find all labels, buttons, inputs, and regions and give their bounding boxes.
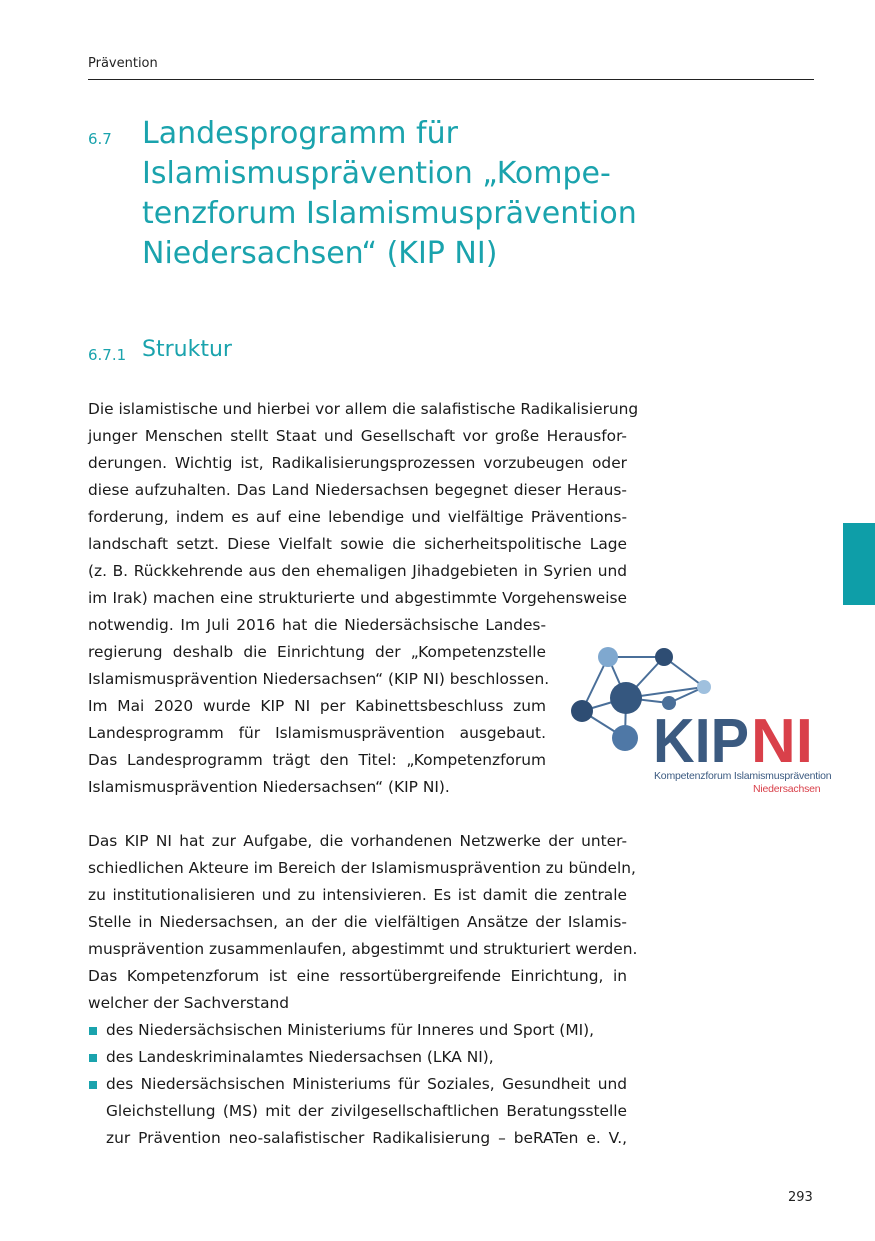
- network-node: [697, 680, 711, 694]
- text-line: derungen. Wichtig ist, Radikalisierungsprozessen vorzubeugen oder: [88, 454, 627, 472]
- section-title-line: Niedersachsen“ (KIP NI): [142, 236, 498, 271]
- running-head: Prävention: [88, 56, 158, 71]
- text-line: im Irak) machen eine strukturierte und abgestimmte Vorgehensweise: [88, 589, 627, 607]
- text-line: des Niedersächsischen Ministeriums für Soziales, Gesundheit und: [106, 1075, 627, 1093]
- paragraph-intro: [88, 396, 639, 801]
- section-number: 6.7: [88, 130, 112, 148]
- section-title-line: tenzforum Islamismusprävention: [142, 196, 637, 231]
- text-line: Stelle in Niedersachsen, an der die vielfältigen Ansätze der Islamis-: [88, 913, 627, 931]
- text-line: Im Mai 2020 wurde KIP NI per Kabinettsbeschluss zum: [88, 697, 546, 715]
- text-line: Die islamistische und hierbei vor allem die salafistische Radikalisierung: [88, 400, 639, 418]
- section-title-line: Landesprogramm für: [142, 116, 458, 151]
- chapter-thumb-tab: [843, 523, 875, 605]
- text-line: Das Landesprogramm trägt den Titel: „Kompetenzforum: [88, 751, 546, 769]
- paragraph-mission: [88, 828, 638, 1017]
- text-line: Islamismusprävention Niedersachsen“ (KIP NI) beschlossen.: [88, 670, 550, 688]
- text-line: schiedlichen Akteure im Bereich der Islamismusprävention zu bündeln,: [88, 859, 636, 877]
- text-line: Islamismusprävention Niedersachsen“ (KIP NI).: [88, 778, 450, 796]
- network-node: [571, 700, 593, 722]
- text-line: Gleichstellung (MS) mit der zivilgesellschaftlichen Beratungsstelle: [106, 1102, 627, 1120]
- list-item: [88, 1071, 627, 1152]
- text-line: Das Kompetenzforum ist eine ressortübergreifende Einrichtung, in: [88, 967, 627, 985]
- subsection-number: 6.7.1: [88, 346, 127, 364]
- list-item: [88, 1044, 627, 1071]
- bullet-list: [88, 1017, 627, 1152]
- logo-wordmark-kip: KIP: [653, 707, 749, 776]
- list-item: [88, 1017, 627, 1044]
- text-line: diese aufzuhalten. Das Land Niedersachsen begegnet dieser Heraus-: [88, 481, 627, 499]
- logo-subtag: Niedersachsen: [753, 783, 821, 795]
- logo-tagline: Kompetenzforum Islamismusprävention: [654, 770, 832, 782]
- text-line: notwendig. Im Juli 2016 hat die Niedersächsische Landes-: [88, 616, 546, 634]
- header-rule: [88, 79, 814, 80]
- text-line: welcher der Sachverstand: [88, 994, 290, 1012]
- text-line: Landesprogramm für Islamismusprävention ausgebaut.: [88, 724, 546, 742]
- text-line: zu institutionalisieren und zu intensivieren. Es ist damit die zentrale: [88, 886, 627, 904]
- text-line: zur Prävention neo-salafistischer Radikalisierung – beRATen e. V.,: [106, 1129, 627, 1147]
- network-node: [610, 682, 642, 714]
- network-node: [598, 647, 618, 667]
- network-node: [655, 648, 673, 666]
- text-line: des Niedersächsischen Ministeriums für Inneres und Sport (MI),: [106, 1021, 595, 1039]
- section-title: [142, 114, 662, 274]
- text-line: musprävention zusammenlaufen, abgestimmt und strukturiert werden.: [88, 940, 638, 958]
- text-line: Das KIP NI hat zur Aufgabe, die vorhandenen Netzwerke der unter-: [88, 832, 627, 850]
- page-number: 293: [788, 1190, 813, 1205]
- logo-wordmark-ni: NI: [751, 707, 813, 776]
- network-node: [612, 725, 638, 751]
- subsection-title: Struktur: [142, 337, 232, 362]
- text-line: regierung deshalb die Einrichtung der „Kompetenzstelle: [88, 643, 546, 661]
- text-line: des Landeskriminalamtes Niedersachsen (LKA NI),: [106, 1048, 494, 1066]
- text-line: (z. B. Rückkehrende aus den ehemaligen Jihadgebieten in Syrien und: [88, 562, 627, 580]
- text-line: forderung, indem es auf eine lebendige und vielfältige Präventions-: [88, 508, 627, 526]
- section-title-line: Islamismusprävention „Kompe-: [142, 156, 611, 191]
- text-line: junger Menschen stellt Staat und Gesellschaft vor große Herausfor-: [88, 427, 627, 445]
- text-line: landschaft setzt. Diese Vielfalt sowie die sicherheitspolitische Lage: [88, 535, 627, 553]
